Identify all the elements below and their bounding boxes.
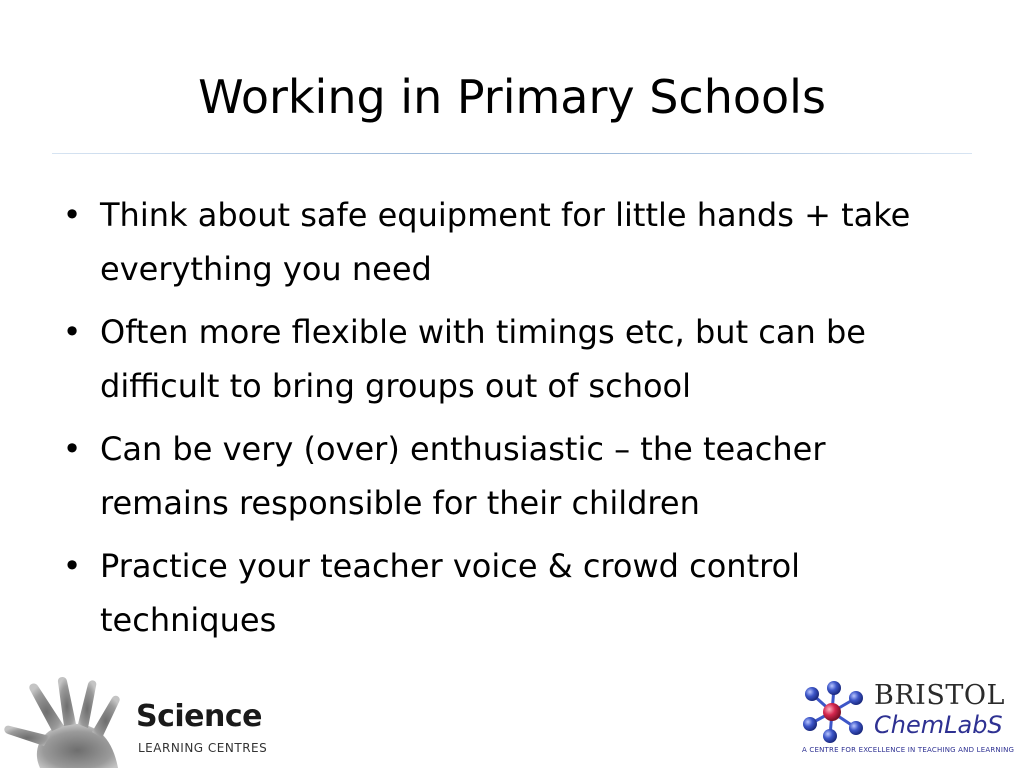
science-logo-title: Science xyxy=(136,699,263,734)
bullet-marker: • xyxy=(62,313,82,351)
bullet-text: Practice your teacher voice & crowd control techniques xyxy=(100,547,801,639)
title-divider xyxy=(52,153,972,154)
bullet-marker: • xyxy=(62,196,82,234)
bullet-item xyxy=(62,422,962,530)
slide-title: Working in Primary Schools xyxy=(198,70,826,124)
bullet-text: Think about safe equipment for little hands + take everything you need xyxy=(100,196,911,288)
bullet-text: Can be very (over) enthusiastic – the teacher remains responsible for their children xyxy=(100,430,826,522)
bullet-marker: • xyxy=(62,547,82,585)
bullet-item xyxy=(62,305,962,413)
bullet-marker: • xyxy=(62,430,82,468)
molecule-icon xyxy=(800,680,868,744)
bullet-item xyxy=(62,188,962,296)
hand-print-icon xyxy=(0,676,140,768)
science-logo-subtitle: LEARNING CENTRES xyxy=(138,741,268,755)
bullet-text: Often more flexible with timings etc, but can be difficult to bring groups out of school xyxy=(100,313,866,405)
chemlabs-logo-brand: ChemLabS xyxy=(874,711,1003,739)
bullet-list xyxy=(62,188,962,656)
bullet-item xyxy=(62,539,962,647)
bristol-logo-name: BRISTOL xyxy=(874,680,1005,711)
chemlabs-tagline: A CENTRE FOR EXCELLENCE IN TEACHING AND LEARNING xyxy=(802,746,1015,754)
